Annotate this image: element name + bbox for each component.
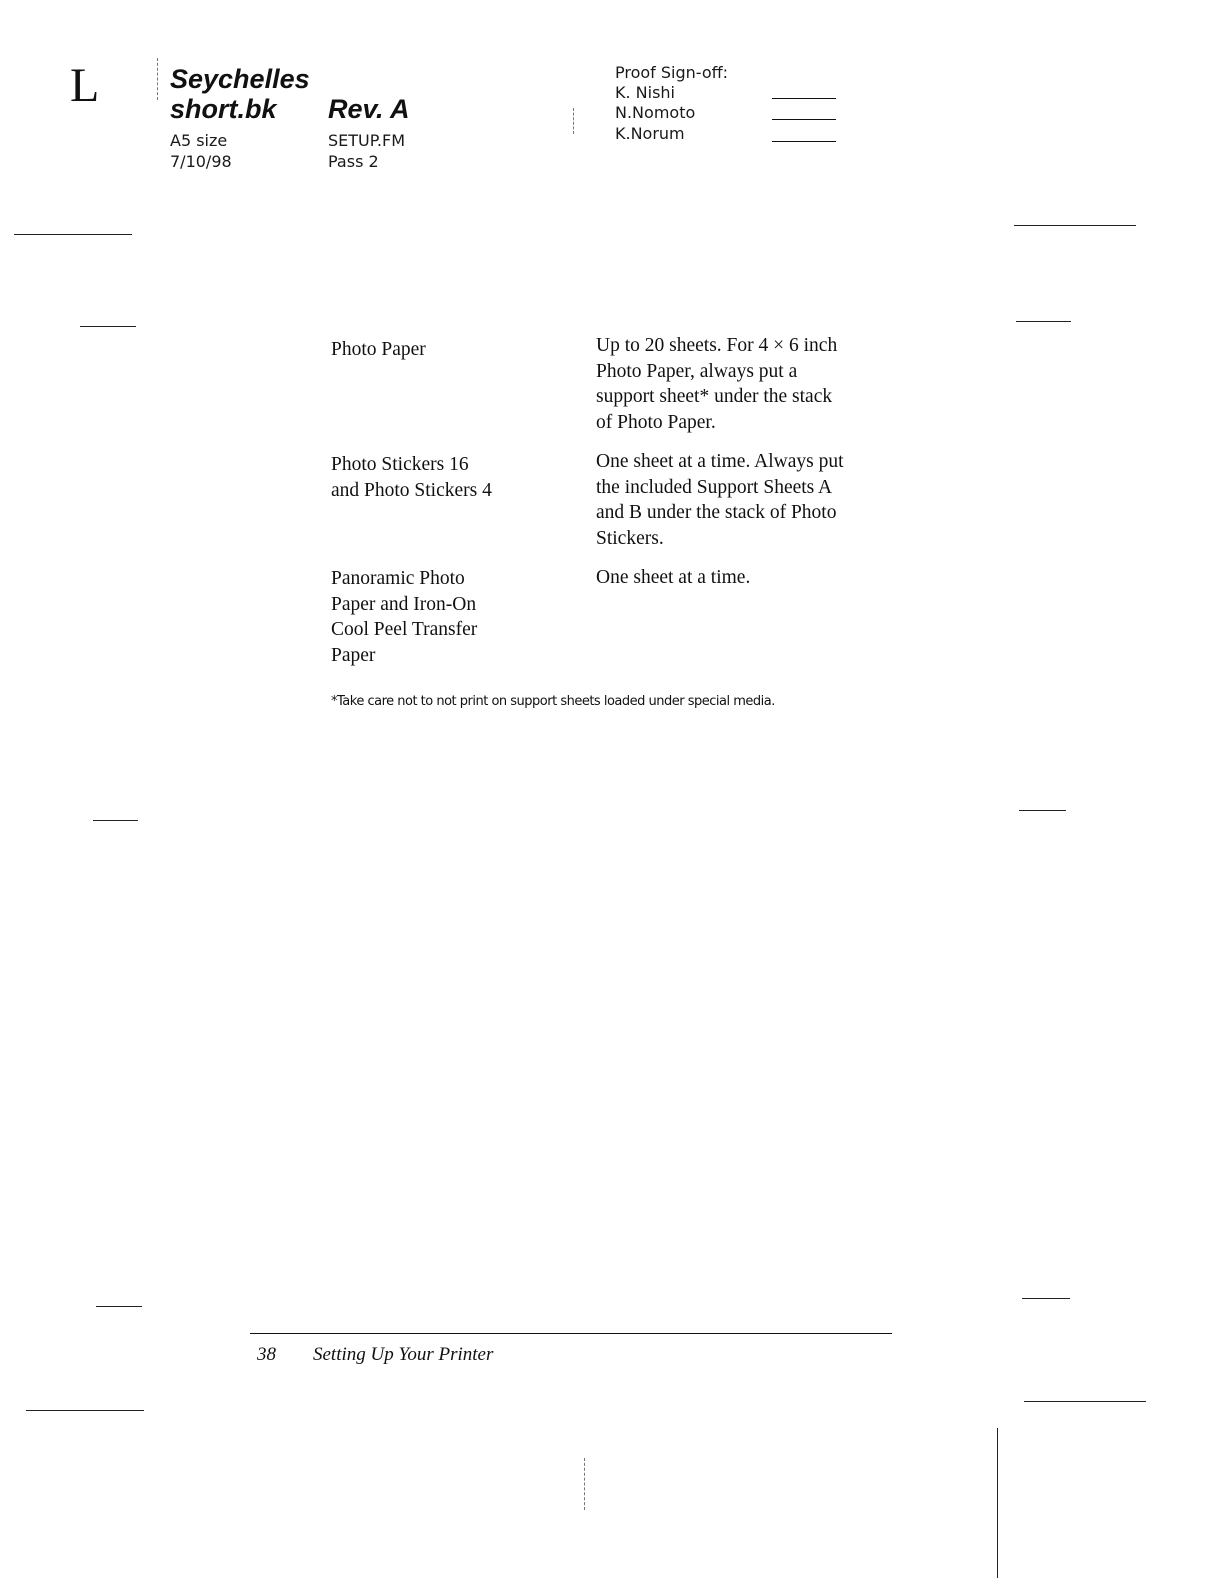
pass-number: Pass 2 (328, 152, 379, 171)
media-label: Panoramic Photo Paper and Iron-On Cool Peel Transfer Paper (331, 568, 478, 666)
book-title-line1: Seychelles (170, 64, 310, 94)
revision: Rev. A (328, 94, 410, 124)
header-date: 7/10/98 (170, 152, 232, 171)
section-title: Setting Up Your Printer (313, 1344, 494, 1365)
signature-line-3 (772, 141, 836, 142)
signature-line-2 (772, 119, 836, 120)
crop-mark-vertical (997, 1428, 998, 1578)
crop-mark (1024, 1401, 1146, 1402)
paper-size: A5 size (170, 131, 228, 150)
media-description: One sheet at a time. Always put the included Support Sheets A and B under the stack of Photo Stickers. (596, 451, 844, 549)
crop-mark (80, 326, 136, 327)
bottom-dotted-rule (584, 1458, 585, 1510)
page-number: 38 (257, 1344, 276, 1365)
file-name: SETUP.FM (328, 131, 405, 150)
signature-line-1 (772, 98, 836, 99)
crop-mark (1014, 225, 1136, 226)
crop-mark (1016, 321, 1071, 322)
crop-mark (14, 234, 132, 235)
media-label: Photo Paper (331, 339, 426, 360)
crop-mark (1019, 810, 1066, 811)
media-description: One sheet at a time. (596, 567, 751, 588)
crop-mark (1022, 1298, 1070, 1299)
media-description: Up to 20 sheets. For 4 × 6 inch Photo Paper, always put a support sheet* under the stack of Photo Paper. (596, 335, 838, 433)
proof-name-1: K. Nishi (615, 83, 675, 102)
header-dotted-rule (157, 58, 158, 100)
crop-mark (93, 820, 138, 821)
proof-name-3: K.Norum (615, 124, 685, 143)
media-label: Photo Stickers 16 and Photo Stickers 4 (331, 454, 492, 501)
footer-rule (250, 1333, 892, 1334)
crop-mark (96, 1306, 142, 1307)
crop-mark (26, 1410, 144, 1411)
book-title-line2: short.bk (170, 94, 277, 124)
page-side-letter: L (70, 59, 100, 112)
proof-heading: Proof Sign-off: (615, 63, 729, 82)
footnote: *Take care not to not print on support sheets loaded under special media. (331, 694, 775, 709)
center-dotted-rule (573, 108, 574, 134)
proof-name-2: N.Nomoto (615, 103, 696, 122)
